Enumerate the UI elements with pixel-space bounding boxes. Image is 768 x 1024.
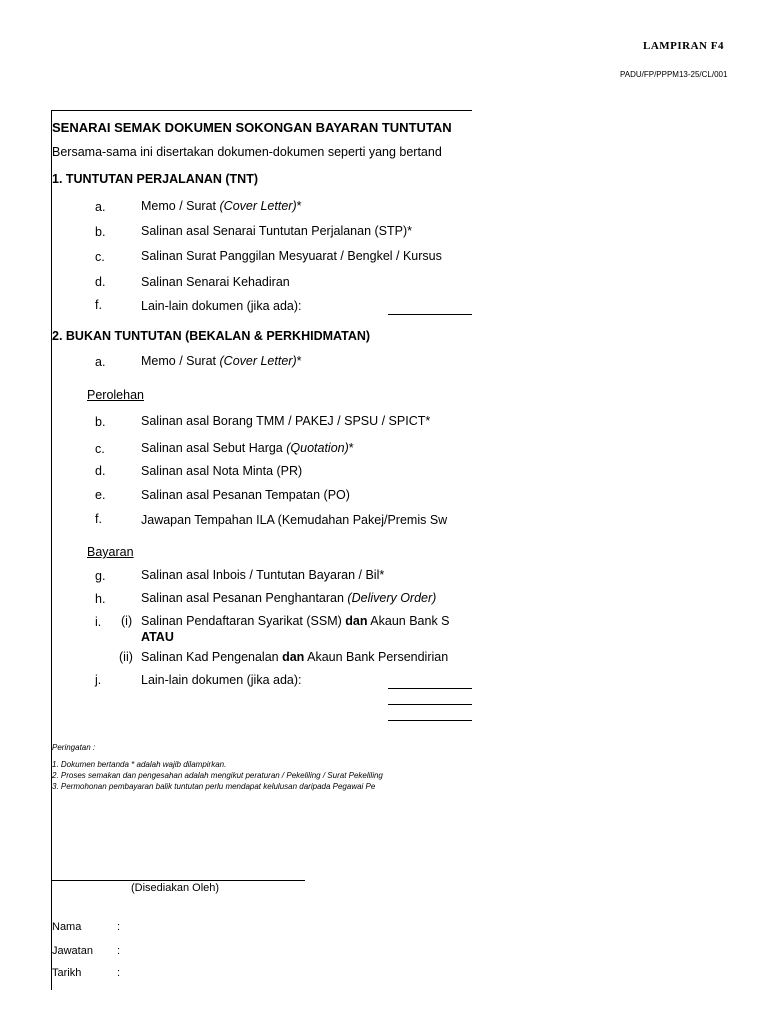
item-letter: e.	[95, 488, 106, 502]
prepared-by-label: (Disediakan Oleh)	[131, 882, 220, 894]
item-letter: f.	[95, 298, 102, 312]
peringatan-note-1: 1. Dokumen bertanda * adalah wajib dilampirkan.	[52, 760, 227, 769]
s2-other-docs-line-1	[388, 688, 472, 689]
s2-item-i-sub2-num: (ii)	[119, 650, 133, 664]
s1-item-d: Salinan Senarai Kehadiran	[141, 275, 290, 289]
s2-item-c: Salinan asal Sebut Harga (Quotation)*	[141, 441, 354, 455]
s2-item-i-sub1: Salinan Pendaftaran Syarikat (SSM) dan Akaun Bank S	[141, 614, 450, 628]
s2-item-j: Lain-lain dokumen (jika ada):	[141, 673, 302, 687]
peringatan-note-3: 3. Permohonan pembayaran balik tuntutan perlu mendapat kelulusan daripada Pegawai Pe	[52, 782, 376, 791]
item-letter: g.	[95, 569, 106, 583]
s2-item-f: Jawapan Tempahan ILA (Kemudahan Pakej/Premis Sw	[141, 513, 448, 527]
s1-item-f: Lain-lain dokumen (jika ada):	[141, 299, 302, 313]
s1-item-b: Salinan asal Senarai Tuntutan Perjalanan (STP)*	[141, 224, 412, 238]
signature-line	[52, 880, 305, 881]
tarikh-label: Tarikh	[52, 967, 82, 979]
lampiran-label: LAMPIRAN F4	[643, 40, 724, 52]
section1-heading: 1. TUNTUTAN PERJALANAN (TNT)	[52, 172, 259, 186]
item-letter: b.	[95, 225, 106, 239]
s2-item-d: Salinan asal Nota Minta (PR)	[141, 464, 303, 478]
section2-heading: 2. BUKAN TUNTUTAN (BEKALAN & PERKHIDMATAN)	[52, 329, 371, 343]
s2-item-g: Salinan asal Inbois / Tuntutan Bayaran / Bil*	[141, 568, 385, 582]
s2-item-h: Salinan asal Pesanan Penghantaran (Delivery Order)	[141, 591, 437, 605]
item-letter: c.	[95, 250, 105, 264]
s2-item-i-sub2: Salinan Kad Pengenalan dan Akaun Bank Persendirian	[141, 650, 449, 664]
item-letter: f.	[95, 512, 102, 526]
item-letter: d.	[95, 275, 106, 289]
form-body	[52, 110, 472, 990]
s1-item-c: Salinan Surat Panggilan Mesyuarat / Bengkel / Kursus	[141, 249, 442, 263]
s2-item-b: Salinan asal Borang TMM / PAKEJ / SPSU / SPICT*	[141, 414, 431, 428]
reference-code: PADU/FP/PPPM13-25/CL/001	[620, 70, 728, 79]
s1-item-a: Memo / Surat (Cover Letter)*	[141, 199, 302, 213]
item-letter: i.	[95, 615, 102, 629]
s2-item-i-sub1-num: (i)	[121, 614, 133, 628]
tarikh-colon: :	[117, 967, 121, 979]
s2-item-e: Salinan asal Pesanan Tempatan (PO)	[141, 488, 350, 502]
peringatan-label: Peringatan :	[52, 743, 96, 752]
s2-item-a: Memo / Surat (Cover Letter)*	[141, 354, 302, 368]
item-letter: b.	[95, 415, 106, 429]
item-letter: a.	[95, 200, 106, 214]
nama-colon: :	[117, 921, 121, 933]
nama-label: Nama	[52, 921, 82, 933]
item-letter: c.	[95, 442, 105, 456]
item-letter: j.	[95, 673, 102, 687]
form-intro: Bersama-sama ini disertakan dokumen-dokumen seperti yang bertand	[52, 145, 442, 159]
jawatan-colon: :	[117, 945, 121, 957]
item-letter: d.	[95, 464, 106, 478]
s2-item-i-atau: ATAU	[141, 630, 174, 644]
s1-other-docs-line	[388, 314, 472, 315]
item-letter: a.	[95, 355, 106, 369]
jawatan-label: Jawatan	[52, 945, 93, 957]
perolehan-heading: Perolehan	[87, 388, 144, 402]
form-title: SENARAI SEMAK DOKUMEN SOKONGAN BAYARAN TUNTUTAN	[52, 120, 452, 135]
s2-other-docs-line-3	[388, 720, 472, 721]
s2-other-docs-line-2	[388, 704, 472, 705]
peringatan-note-2: 2. Proses semakan dan pengesahan adalah mengikut peraturan / Pekeliling / Surat Pekeliling	[52, 771, 383, 780]
bayaran-heading: Bayaran	[87, 545, 134, 559]
item-letter: h.	[95, 592, 106, 606]
